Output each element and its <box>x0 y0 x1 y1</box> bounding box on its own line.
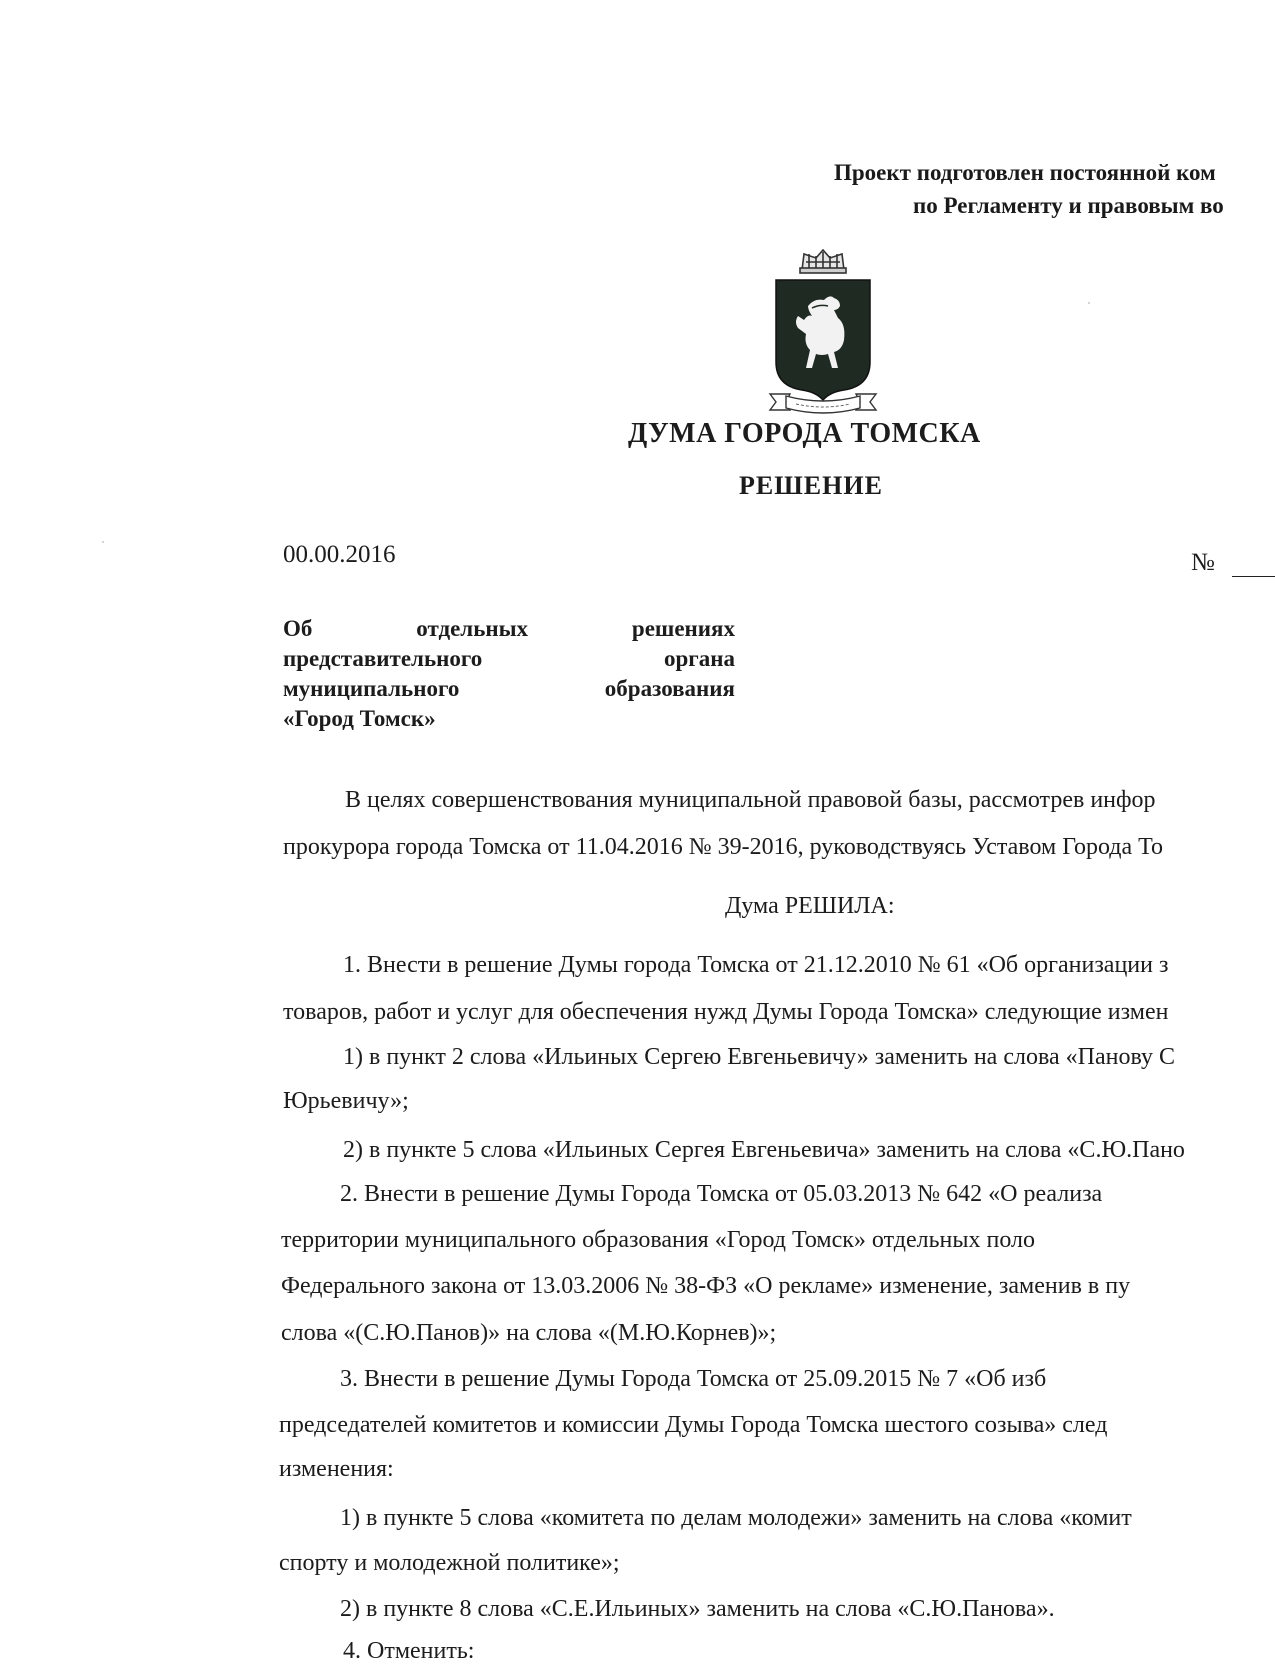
subject-word: Об <box>283 616 313 641</box>
subject-word: отдельных <box>416 616 529 641</box>
item-1-sub-2: 2) в пункте 5 слова «Ильиных Сергея Евгеньевича» заменить на слова «С.Ю.Пано <box>343 1137 1185 1163</box>
item-1-sub-1-line-2: Юрьевичу»; <box>283 1088 409 1114</box>
item-2-line-4: слова «(С.Ю.Панов)» на слова «(М.Ю.Корнев)»; <box>281 1320 777 1346</box>
subject-row-4: «Город Томск» <box>283 706 436 731</box>
item-3-sub-1-line-1: 1) в пункте 5 слова «комитета по делам молодежи» заменить на слова «комит <box>340 1505 1132 1531</box>
item-1-line-1: 1. Внести в решение Думы города Томска от 21.12.2010 № 61 «Об организации з <box>343 952 1169 978</box>
item-3-line-1: 3. Внести в решение Думы Города Томска от 25.09.2015 № 7 «Об изб <box>340 1366 1047 1392</box>
subject-word: муниципального <box>283 676 460 701</box>
item-3-line-3: изменения: <box>279 1456 394 1482</box>
document-number-blank <box>1232 576 1275 577</box>
subject-row-1 <box>283 614 735 644</box>
subject-word: представительного <box>283 646 483 671</box>
project-note-line-2: по Регламенту и правовым во <box>913 193 1224 218</box>
item-1-line-2: товаров, работ и услуг для обеспечения нужд Думы Города Томска» следующие измен <box>283 999 1169 1025</box>
scan-speck <box>1088 302 1090 304</box>
subject-word: образования <box>604 676 735 701</box>
document-title: ДУМА ГОРОДА ТОМСКА <box>628 418 981 449</box>
preamble-line-1: В целях совершенствования муниципальной правовой базы, рассмотрев инфор <box>345 787 1156 813</box>
document-type: РЕШЕНИЕ <box>739 471 883 500</box>
subject-word: решениях <box>631 616 735 641</box>
tomsk-coat-of-arms-icon <box>768 244 878 414</box>
item-1-sub-1-line-1: 1) в пункт 2 слова «Ильиных Сергею Евгеньевичу» заменить на слова «Панову С <box>343 1044 1175 1070</box>
item-3-sub-2: 2) в пункте 8 слова «С.Е.Ильиных» заменить на слова «С.Ю.Панова». <box>340 1596 1055 1622</box>
subject-block <box>283 614 735 734</box>
project-note-line-1: Проект подготовлен постоянной ком <box>834 160 1216 185</box>
subject-word: органа <box>664 646 735 671</box>
preamble-line-2: прокурора города Томска от 11.04.2016 № 39-2016, руководствуясь Уставом Города То <box>283 834 1163 860</box>
item-2-line-3: Федерального закона от 13.03.2006 № 38-ФЗ «О рекламе» изменение, заменив в пу <box>281 1273 1131 1299</box>
item-4-line-1: 4. Отменить: <box>343 1638 475 1664</box>
item-3-line-2: председателей комитетов и комиссии Думы Города Томска шестого созыва» след <box>279 1412 1108 1438</box>
scan-speck <box>102 541 104 543</box>
subject-row-3 <box>283 674 735 704</box>
item-3-sub-1-line-2: спорту и молодежной политике»; <box>279 1550 620 1576</box>
document-number-label: № <box>1191 549 1215 576</box>
item-2-line-1: 2. Внести в решение Думы Города Томска от 05.03.2013 № 642 «О реализа <box>340 1181 1103 1207</box>
item-2-line-2: территории муниципального образования «Город Томск» отдельных поло <box>281 1227 1036 1253</box>
resolution-heading: Дума РЕШИЛА: <box>725 893 895 919</box>
subject-row-2 <box>283 644 735 674</box>
document-date: 00.00.2016 <box>283 541 396 568</box>
